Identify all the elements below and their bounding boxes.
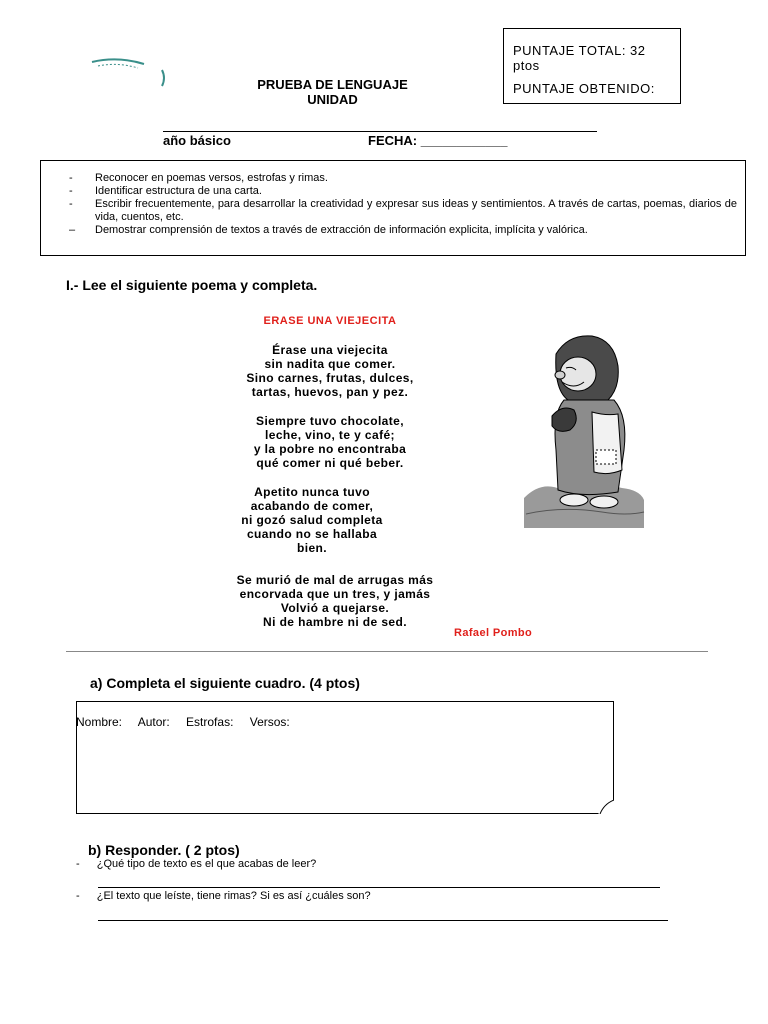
test-title — [200, 77, 465, 107]
old-woman-illustration — [522, 330, 646, 530]
answer-line-1[interactable] — [98, 887, 660, 888]
objectives-box — [40, 160, 746, 256]
poem-verse: sin nadita que comer. — [264, 357, 396, 371]
objectives-list — [69, 172, 737, 237]
poem-verse: Volvió a quejarse. — [280, 601, 390, 615]
objective-text: Escribir frecuentemente, para desarrollar la creatividad y expresar sus ideas y sentimientos. A través de cartas, poemas, diarios de vida, cuentos, etc. — [95, 198, 737, 223]
question-1 — [76, 858, 316, 870]
school-logo — [88, 56, 168, 92]
label-versos: Versos: — [249, 715, 290, 729]
grade-label: año básico — [163, 133, 231, 148]
poem-verse: bien. — [296, 541, 327, 555]
poem-verse: encorvada que un tres, y jamás — [239, 587, 431, 601]
objective-text: Demostrar comprensión de textos a través de extracción de información explicita, implícita y valórica. — [95, 224, 588, 236]
section-a-heading: a) Completa el siguiente cuadro. (4 ptos) — [90, 675, 360, 691]
poem-verse: ni gozó salud completa — [241, 513, 383, 527]
poem-title: ERASE UNA VIEJECITA — [263, 315, 397, 327]
poem-stanza-3 — [182, 485, 442, 555]
completion-table-labels — [76, 715, 303, 729]
score-obtained: PUNTAJE OBTENIDO: — [513, 81, 655, 96]
poem-verse: Siempre tuvo chocolate, — [256, 414, 404, 428]
score-total: PUNTAJE TOTAL: 32 ptos — [513, 43, 646, 73]
question-2 — [76, 890, 371, 902]
objective-text: Reconocer en poemas versos, estrofas y rimas. — [95, 172, 328, 184]
poem-verse: leche, vino, te y café; — [265, 428, 395, 442]
poem-stanza-4 — [205, 573, 465, 629]
section-divider — [66, 651, 708, 652]
date-label-text: FECHA: ____________ — [368, 133, 508, 148]
section1-heading: I.- Lee el siguiente poema y completa. — [66, 277, 318, 293]
poem-verse: Ni de hambre ni de sed. — [263, 615, 407, 629]
objective-item: - Identificar estructura de una carta. — [69, 185, 262, 197]
question-dash: - — [76, 858, 80, 870]
poem-verse: Érase una viejecita — [272, 343, 388, 357]
objective-item: - Reconocer en poemas versos, estrofas y rimas. — [69, 172, 328, 184]
test-title-line1: PRUEBA DE LENGUAJE — [257, 77, 408, 92]
question-dash: - — [76, 890, 80, 902]
poem-verse: qué comer ni qué beber. — [256, 456, 404, 470]
poem-verse: acabando de comer, — [250, 499, 374, 513]
question-text: ¿El texto que leíste, tiene rimas? Si es así ¿cuáles son? — [96, 890, 371, 902]
page-curl — [598, 800, 614, 814]
date-label — [368, 133, 507, 148]
answer-line-2[interactable] — [98, 920, 668, 921]
question-text: ¿Qué tipo de texto es el que acabas de leer? — [96, 858, 317, 870]
objective-item: - Escribir frecuentemente, para desarrollar la creatividad y expresar sus ideas y sentimientos. A través de cartas, poemas, diarios de vida, cuentos, etc. — [69, 198, 737, 223]
poem-verse: tartas, huevos, pan y pez. — [251, 385, 409, 399]
name-line[interactable] — [163, 131, 597, 132]
poem-verse: cuando no se hallaba — [246, 527, 378, 541]
objective-item: – Demostrar comprensión de textos a través de extracción de información explicita, implícita y valórica. — [69, 224, 588, 236]
label-estrofas: Estrofas: — [186, 715, 234, 729]
objective-text: Identificar estructura de una carta. — [95, 185, 262, 197]
poem-verse: Se murió de mal de arrugas más — [236, 573, 434, 587]
poem-author: Rafael Pombo — [454, 627, 533, 639]
poem-stanza-1 — [200, 343, 460, 399]
label-autor: Autor: — [137, 715, 170, 729]
score-box — [503, 28, 681, 104]
poem-verse: Sino carnes, frutas, dulces, — [246, 371, 414, 385]
poem-stanza-2 — [200, 414, 460, 470]
poem-verse: Apetito nunca tuvo — [254, 485, 370, 499]
test-title-line2: UNIDAD — [307, 92, 358, 107]
poem-verse: y la pobre no encontraba — [253, 442, 407, 456]
section-b-heading: b) Responder. ( 2 ptos) — [88, 842, 240, 858]
label-nombre: Nombre: — [76, 715, 123, 729]
